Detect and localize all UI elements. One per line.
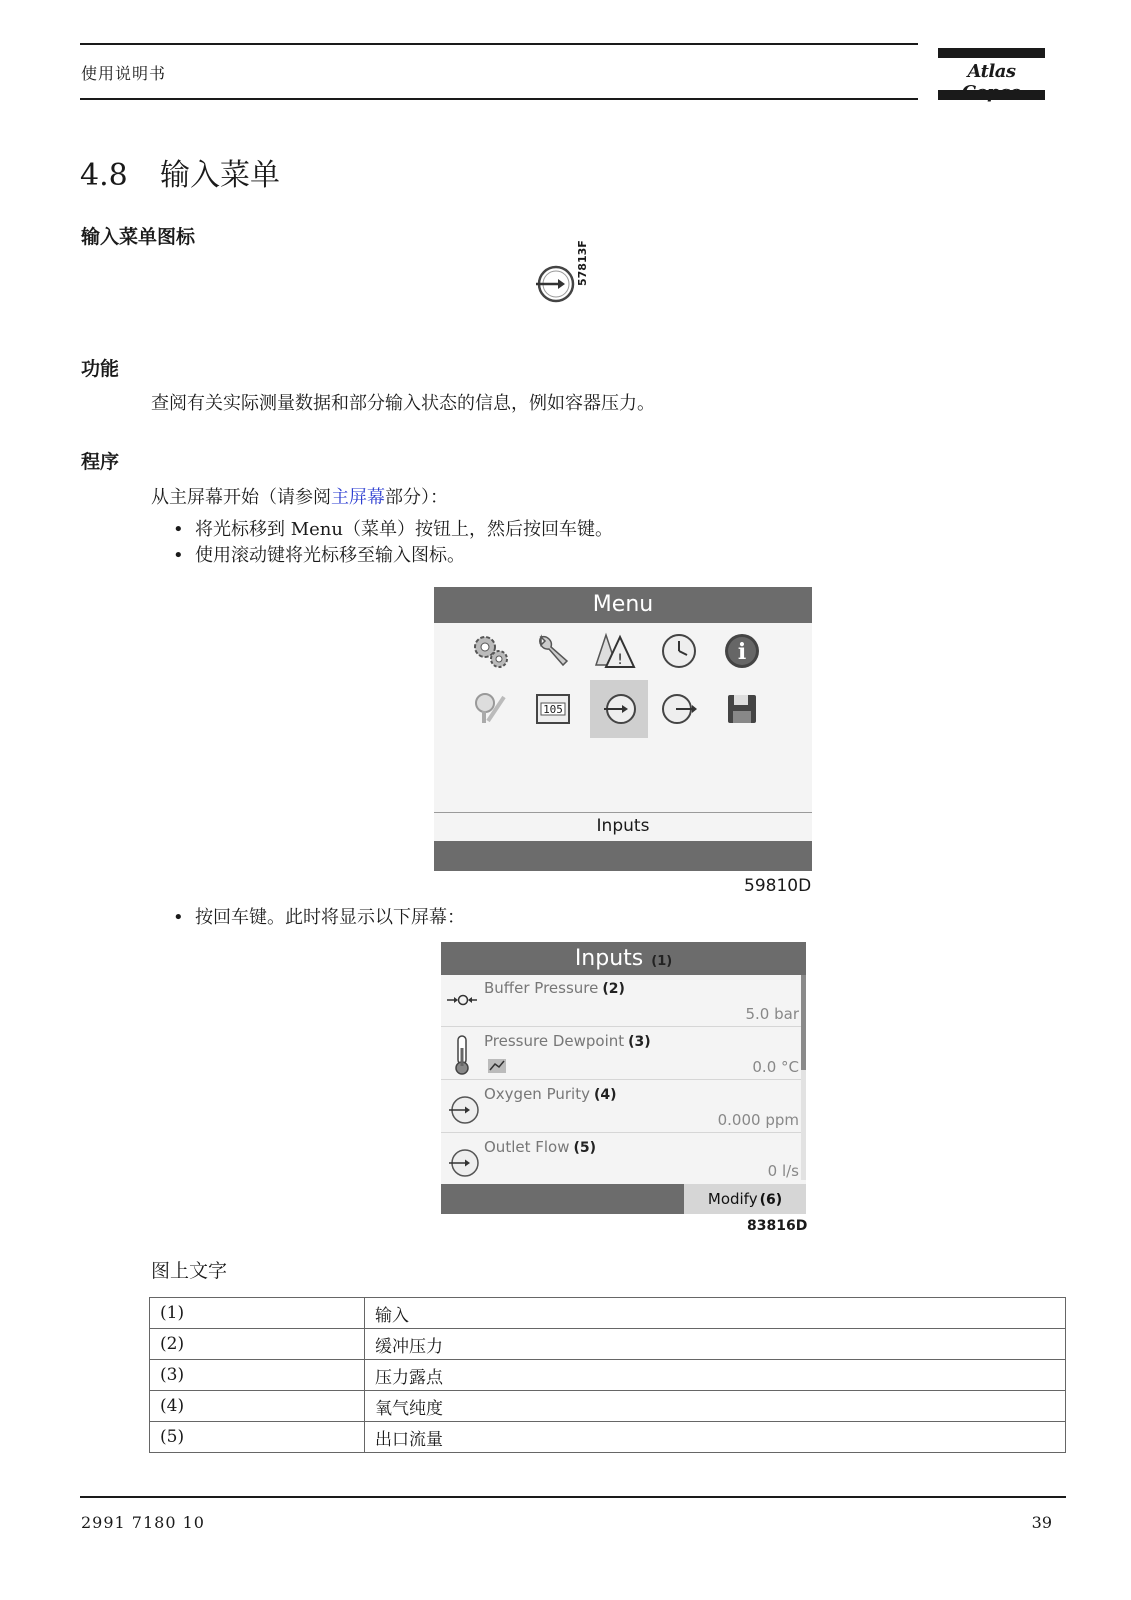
table-row	[150, 1360, 1066, 1391]
menu-title: Menu	[434, 587, 812, 623]
table-row	[150, 1298, 1066, 1329]
inputs-icon[interactable]	[590, 680, 648, 738]
page-number: 39	[1031, 1513, 1052, 1532]
table-row[interactable]	[441, 1081, 801, 1133]
legend-key: (5)	[150, 1422, 365, 1453]
input-label	[484, 1085, 617, 1103]
list-item: • 使用滚动键将光标移至输入图标。	[173, 543, 613, 569]
function-heading: 功能	[81, 358, 120, 380]
brand-logo-text: Atlas	[967, 61, 1016, 82]
info-icon[interactable]	[716, 625, 768, 677]
buffer-pressure-icon	[445, 988, 481, 1020]
table-row[interactable]	[441, 1028, 801, 1080]
wrench-icon[interactable]	[527, 625, 579, 677]
inputs-title	[441, 942, 806, 975]
procedure-intro-suffix: 部分）：	[385, 487, 448, 508]
modify-button[interactable]	[684, 1184, 806, 1214]
brand-logo	[938, 48, 1045, 100]
list-item: • 按回车键。此时将显示以下屏幕：	[173, 905, 465, 931]
function-text: 查阅有关实际测量数据和部分输入状态的信息，例如容器压力。	[151, 393, 655, 414]
menu-divider	[434, 812, 812, 813]
legend-value: 出口流量	[365, 1422, 1066, 1453]
legend-value: 缓冲压力	[365, 1329, 1066, 1360]
clock-icon[interactable]	[653, 625, 705, 677]
legend-value: 压力露点	[365, 1360, 1066, 1391]
input-ref: (2)	[602, 981, 625, 997]
list-item: • 将光标移到 Menu（菜单）按钮上，然后按回车键。	[173, 517, 613, 543]
input-label-text: Oxygen Purity	[484, 1085, 590, 1103]
legend-key: (4)	[150, 1391, 365, 1422]
procedure-intro-text: 从主屏幕开始（请参阅	[151, 487, 331, 508]
input-label	[484, 1032, 651, 1050]
inputs-title-ref: (1)	[651, 954, 673, 969]
inputs-scrollbar[interactable]	[801, 975, 806, 1180]
table-row	[150, 1329, 1066, 1360]
inputs-screen	[441, 942, 806, 1214]
input-label	[484, 1138, 596, 1156]
header-title: 使用说明书	[81, 64, 167, 83]
menu-selected-label: Inputs	[596, 816, 650, 836]
svg-text:!: !	[617, 652, 623, 668]
warning-icon[interactable]	[590, 625, 642, 677]
icon-code: 57813F	[576, 240, 589, 286]
svg-text:i: i	[737, 639, 747, 665]
section-heading	[80, 150, 280, 194]
svg-text:105: 105	[543, 703, 563, 716]
header-top-rule	[80, 43, 918, 45]
input-label	[484, 979, 625, 997]
legend-key: (3)	[150, 1360, 365, 1391]
legend-key: (1)	[150, 1298, 365, 1329]
input-ref: (3)	[628, 1034, 651, 1050]
main-screen-link[interactable]: 主屏幕	[331, 487, 385, 508]
figure-caption: 图上文字	[151, 1260, 228, 1282]
input-value: 0.000 ppm	[717, 1111, 799, 1129]
procedure-step-3	[173, 905, 465, 931]
input-ref: (5)	[573, 1140, 597, 1156]
counter-icon[interactable]	[527, 683, 579, 735]
save-icon[interactable]	[716, 683, 768, 735]
scrollbar-thumb[interactable]	[801, 975, 806, 1070]
footer-rule	[80, 1496, 1066, 1498]
section-title: 输入菜单	[160, 158, 280, 193]
header-bottom-rule	[80, 98, 918, 100]
service-check-icon[interactable]	[464, 683, 516, 735]
input-label-text: Buffer Pressure	[484, 979, 599, 997]
menu-footer-bar	[434, 841, 812, 871]
dewpoint-trend-icon	[487, 1058, 507, 1078]
procedure-steps	[173, 517, 613, 569]
procedure-intro	[151, 483, 448, 509]
menu-figure-code: 59810D	[744, 876, 812, 896]
modify-button-label: Modify	[707, 1190, 758, 1208]
inputs-title-text: Inputs	[574, 946, 644, 971]
input-label-text: Outlet Flow	[484, 1138, 570, 1156]
thermometer-icon	[445, 1034, 481, 1066]
oxygen-purity-icon	[445, 1094, 481, 1126]
section-number: 4.8	[80, 158, 128, 193]
input-label-text: Pressure Dewpoint	[484, 1032, 625, 1050]
table-row	[150, 1391, 1066, 1422]
icon-heading: 输入菜单图标	[81, 226, 196, 248]
settings-gears-icon[interactable]	[464, 625, 516, 677]
input-ref: (4)	[593, 1087, 617, 1103]
input-value: 0.0 °C	[752, 1058, 799, 1076]
legend-key: (2)	[150, 1329, 365, 1360]
inputs-figure-code: 83816D	[747, 1218, 808, 1234]
inputs-footer-bar	[441, 1184, 806, 1214]
legend-table	[149, 1297, 1066, 1453]
table-row[interactable]	[441, 975, 801, 1027]
doc-number: 2991 7180 10	[81, 1513, 205, 1532]
menu-screen	[434, 587, 812, 871]
outputs-icon[interactable]	[653, 683, 705, 735]
table-row[interactable]	[441, 1134, 801, 1186]
legend-value: 氧气纯度	[365, 1391, 1066, 1422]
procedure-heading: 程序	[81, 451, 120, 473]
modify-ref: (6)	[759, 1192, 783, 1208]
input-value: 5.0 bar	[745, 1005, 799, 1023]
legend-value: 输入	[365, 1298, 1066, 1329]
table-row	[150, 1422, 1066, 1453]
outlet-flow-icon	[445, 1147, 481, 1179]
input-value: 0 l/s	[767, 1162, 799, 1180]
